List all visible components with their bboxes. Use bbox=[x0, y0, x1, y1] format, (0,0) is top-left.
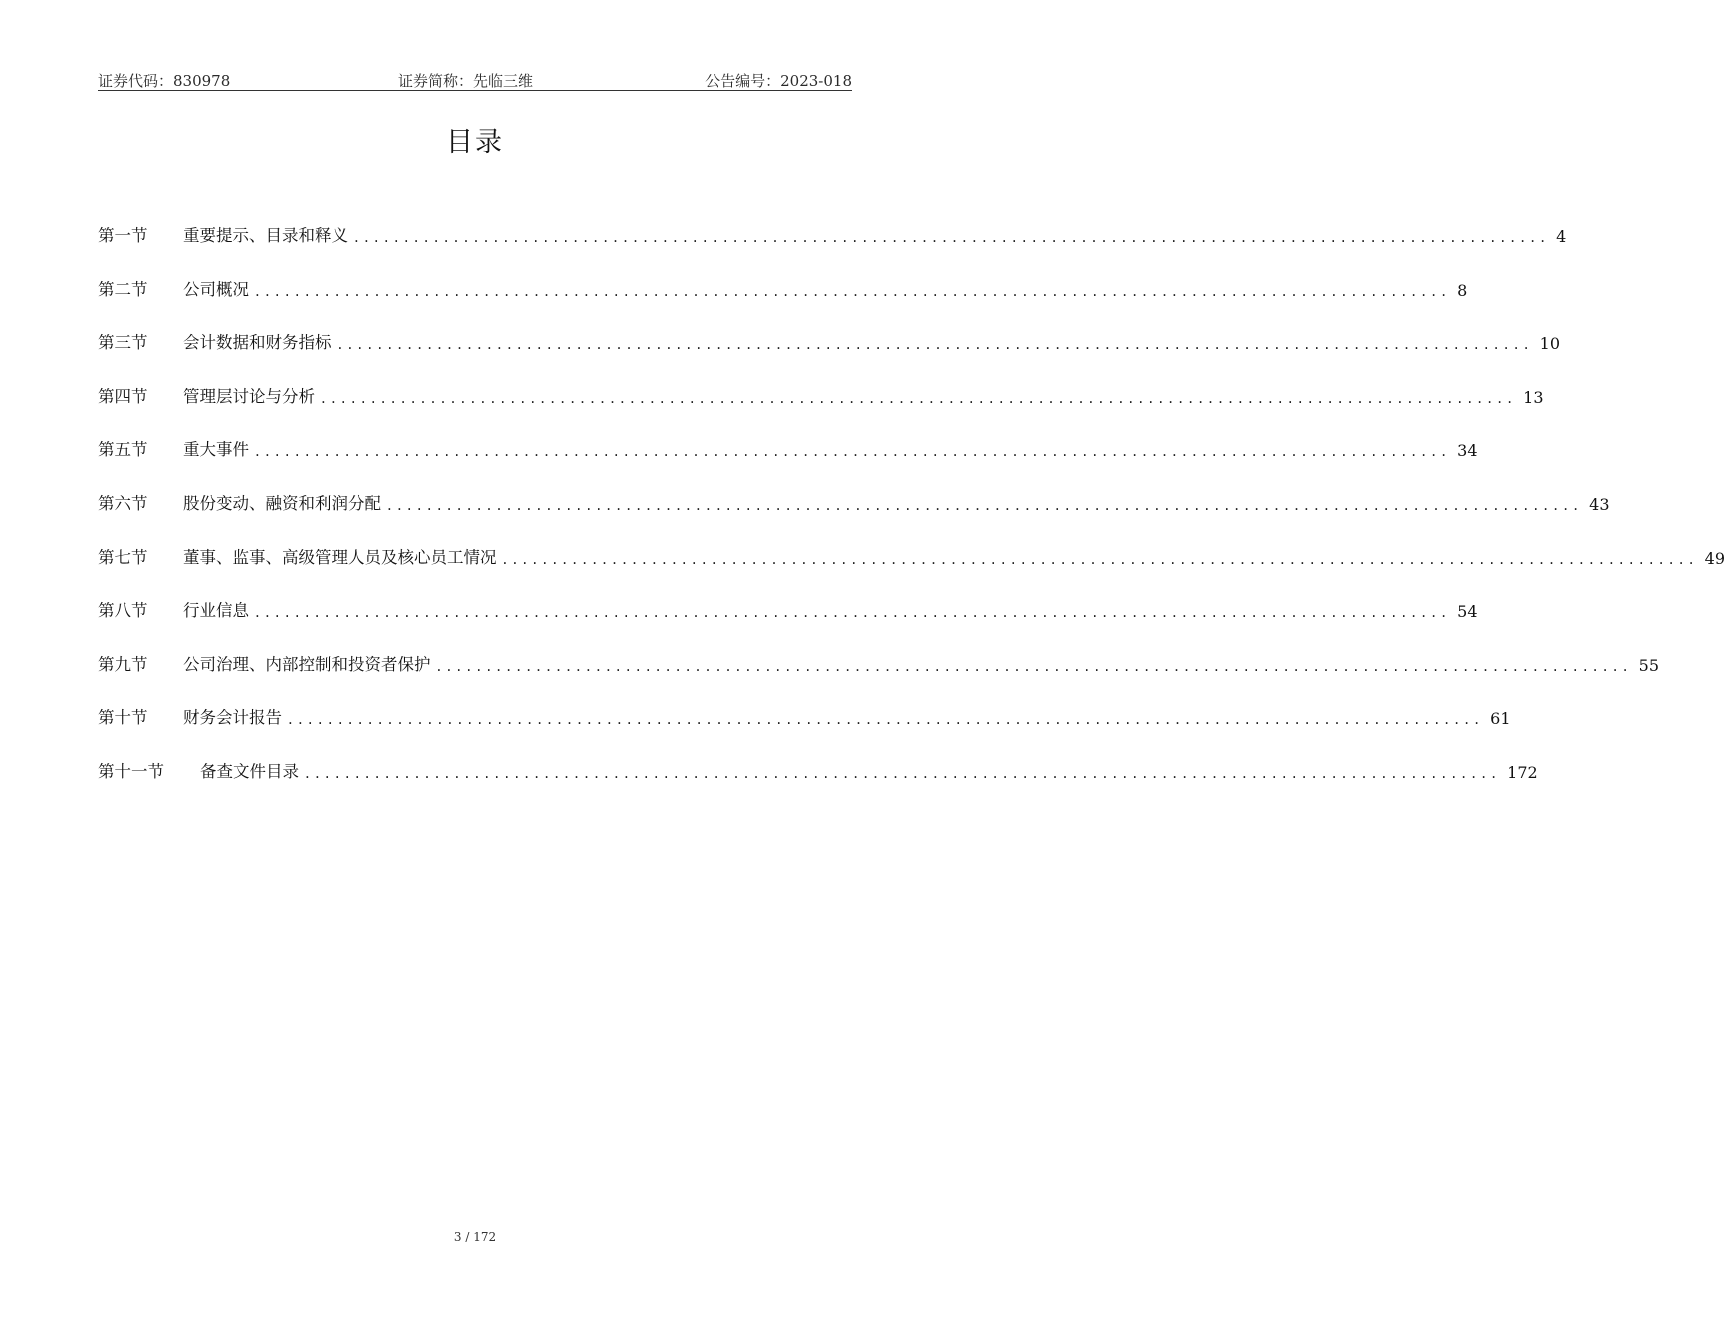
toc-section-label: 第二节 bbox=[98, 279, 148, 299]
toc-entry-2[interactable] bbox=[98, 272, 1468, 300]
toc-page-number: 54 bbox=[1457, 602, 1478, 622]
toc-page-number: 49 bbox=[1704, 548, 1725, 568]
toc-section-title: 财务会计报告 bbox=[183, 708, 282, 728]
page-indicator: 3 / 172 bbox=[453, 1230, 497, 1244]
toc-section-title: 股份变动、融资和利润分配 bbox=[183, 494, 381, 513]
toc-entry-3[interactable] bbox=[98, 325, 1561, 354]
toc-section-title: 董事、监事、高级管理人员及核心员工情况 bbox=[183, 547, 497, 567]
toc-section-title: 行业信息 bbox=[183, 601, 249, 621]
toc-leader-dots: ........................................................................................................................ bbox=[387, 496, 1584, 514]
toc-section-label: 第五节 bbox=[98, 440, 148, 460]
toc-section-title: 公司治理、内部控制和投资者保护 bbox=[183, 654, 431, 674]
toc-section-title: 管理层讨论与分析 bbox=[183, 386, 315, 406]
toc-entry-6[interactable] bbox=[98, 486, 1610, 514]
toc-leader-dots: ........................................................................................................................ bbox=[354, 228, 1551, 246]
toc-leader-dots: ........................................................................................................................ bbox=[255, 281, 1452, 300]
toc-section-label: 第九节 bbox=[98, 654, 148, 674]
toc-page-number: 13 bbox=[1523, 387, 1544, 407]
toc-section-label: 第十节 bbox=[98, 708, 148, 728]
toc-leader-dots: ........................................................................................................................ bbox=[255, 442, 1452, 461]
toc-section-label: 第八节 bbox=[98, 601, 148, 621]
toc-leader-dots: ........................................................................................................................ bbox=[337, 335, 1534, 354]
toc-section-label: 第七节 bbox=[98, 547, 148, 567]
toc-page-number: 61 bbox=[1490, 709, 1511, 729]
security-abbreviation: 证券简称：先临三维 bbox=[398, 72, 534, 90]
toc-section-label: 第一节 bbox=[98, 226, 148, 245]
toc-leader-dots: ........................................................................................................................ bbox=[305, 764, 1502, 782]
toc-entry-8[interactable] bbox=[98, 593, 1478, 622]
toc-section-title: 公司概况 bbox=[183, 279, 249, 299]
toc-section-title: 备查文件目录 bbox=[200, 762, 299, 781]
toc-leader-dots: ........................................................................................................................ bbox=[502, 549, 1699, 568]
toc-section-title: 会计数据和财务指标 bbox=[183, 333, 332, 353]
toc-entry-11[interactable] bbox=[98, 754, 1538, 782]
security-code: 证券代码：830978 bbox=[98, 72, 231, 90]
toc-entry-4[interactable] bbox=[98, 379, 1544, 407]
toc-page-number: 43 bbox=[1589, 495, 1610, 514]
toc-section-label: 第三节 bbox=[98, 333, 148, 353]
page-header bbox=[98, 68, 852, 91]
toc-leader-dots: ........................................................................................................................ bbox=[321, 388, 1518, 407]
page-title: 目录 bbox=[446, 127, 504, 158]
toc-leader-dots: ........................................................................................................................ bbox=[288, 710, 1485, 729]
toc-leader-dots: ........................................................................................................................ bbox=[255, 603, 1452, 622]
toc-leader-dots: ........................................................................................................................ bbox=[436, 656, 1633, 675]
announcement-number: 公告编号：2023-018 bbox=[705, 72, 852, 90]
toc-entry-10[interactable] bbox=[98, 700, 1511, 729]
toc-entry-7[interactable] bbox=[98, 540, 1725, 568]
toc-entry-9[interactable] bbox=[98, 647, 1660, 675]
toc-page-number: 8 bbox=[1457, 280, 1468, 300]
toc-section-title: 重要提示、目录和释义 bbox=[183, 226, 348, 245]
toc-page-number: 55 bbox=[1638, 655, 1660, 675]
toc-section-label: 第六节 bbox=[98, 494, 148, 513]
toc-entry-1[interactable] bbox=[98, 218, 1567, 246]
toc-section-title: 重大事件 bbox=[183, 440, 249, 460]
toc-page-number: 10 bbox=[1539, 334, 1561, 354]
toc-page-number: 172 bbox=[1507, 763, 1538, 782]
toc-entry-5[interactable] bbox=[98, 432, 1478, 461]
toc-page-number: 4 bbox=[1556, 227, 1567, 246]
toc-section-label: 第十一节 bbox=[98, 762, 164, 781]
toc-section-label: 第四节 bbox=[98, 386, 148, 406]
toc-page-number: 34 bbox=[1457, 441, 1478, 461]
